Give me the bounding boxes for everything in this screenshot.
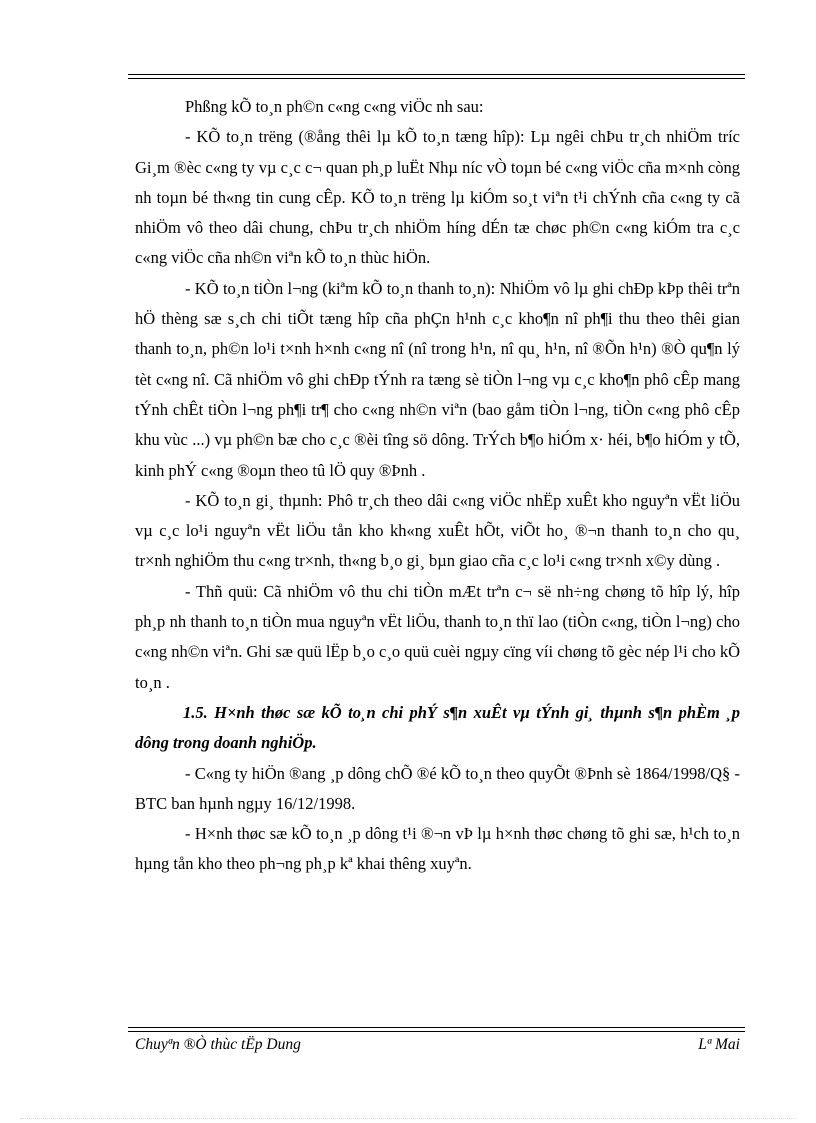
paragraph-chief-accountant: - KÕ to¸n trëng (®ång thêi lµ kÕ to¸n tæng hîp): Lµ ngêi chÞu tr¸ch nhiÖm tríc Gi¸m ®èc c«ng ty vµ c¸c c¬ quan ph¸p luËt Nhµ níc vÒ toµn bé c«ng viÖc cña m×nh còng nh toµn bé th«ng tin cung cÊp. KÕ to¸n trëng lµ kiÓm so¸t viªn t¹i chÝnh cña c«ng ty cã nhiÖm vô theo dâi chung, chÞu tr¸ch nhiÖm híng dÉn tæ chøc ph©n c«ng kiÓm tra c¸c c«ng viÖc cña nh©n viªn kÕ to¸n thùc hiÖn. — [135, 127, 740, 268]
footer-title: Chuyªn ®Ò thùc tËp Dung — [135, 1036, 301, 1053]
paragraph-cashier: - Thñ quü: Cã nhiÖm vô thu chi tiÒn mÆt trªn c¬ së nh÷ng chøng tõ hîp lý, hîp ph¸p nh thanh to¸n tiÒn mua nguyªn vËt liÖu, thanh to¸n thï lao (tiÒn c«ng, tiÒn l¬ng) cho c«ng nh©n viªn. Ghi sæ quü lËp b¸o c¸o quü cuèi ngµy cïng víi chøng tõ gèc nép l¹i cho kÕ to¸n . — [135, 581, 740, 692]
paragraph-cost-accountant: - KÕ to¸n gi¸ thµnh: Phô tr¸ch theo dâi c«ng viÖc nhËp xuÊt kho nguyªn vËt liÖu vµ c¸c lo¹i nguyªn vËt liÖu tån kho kh«ng xuÊt hÕt, viÕt ho¸ ®¬n thanh to¸n cho qu¸ tr×nh nghiÖm thu c«ng tr×nh, th«ng b¸o gi¸ bµn giao cña c¸c lo¹i c«ng tr×nh x©y dùng . — [135, 490, 740, 571]
paragraph-form: - H×nh thøc sæ kÕ to¸n ¸p dông t¹i ®¬n vÞ lµ h×nh thøc chøng tõ ghi sæ, h¹ch to¸n hµng tån kho theo ph¬ng ph¸p kª khai thêng xuyªn. — [135, 824, 740, 874]
footer-rule-top — [128, 1027, 745, 1028]
section-heading: 1.5. H×nh thøc sæ kÕ to¸n chi phÝ s¶n xuÊt vµ tÝnh gi¸ thµnh s¶n phÈm ¸p dông trong doanh nghiÖp. — [135, 702, 740, 753]
footer-rule-bottom — [128, 1031, 745, 1032]
paragraph-intro: Phßng kÕ to¸n ph©n c«ng c«ng viÖc nh sau: — [185, 97, 484, 116]
paragraph-payroll-accountant: - KÕ to¸n tiÒn l¬ng (kiªm kÕ to¸n thanh to¸n): NhiÖm vô lµ ghi chÐp kÞp thêi trªn hÖ thèng sæ s¸ch chi tiÕt tæng hîp cña phÇn h¹nh c¸c kho¶n nî ph¶i thu theo thêi gian thanh to¸n, ph©n lo¹i t×nh h×nh c«ng nî (nî trong h¹n, nî qu¸ h¹n, nî ®Õn h¹n) ®Ò qu¶n lý tèt c«ng nî. Cã nhiÖm vô ghi chÐp tÝnh ra tæng sè tiÒn l¬ng vµ c¸c kho¶n phô cÊp mang tÝnh chÊt tiÒn l¬ng ph¶i tr¶ cho c«ng nh©n viªn (bao gåm tiÒn l¬ng, tiÒn c«ng phô cÊp khu vùc ...) vµ ph©n bæ cho c¸c ®èi tîng sö dông. TrÝch b¶o hiÓm x· héi, b¶o hiÓm y tÕ, kinh phÝ c«ng ®oµn theo tû lÖ quy ®Þnh . — [135, 278, 740, 480]
header-rule-bottom — [128, 78, 745, 79]
paragraph-regime: - C«ng ty hiÖn ®ang ¸p dông chÕ ®é kÕ to¸n theo quyÕt ®Þnh sè 1864/1998/Q§ - BTC ban hµnh ngµy 16/12/1998. — [135, 763, 740, 813]
footer-author: Lª Mai — [698, 1036, 740, 1053]
header-rule-top — [128, 74, 745, 75]
page-edge-dotted-line — [20, 1118, 796, 1119]
page-body — [135, 92, 740, 880]
